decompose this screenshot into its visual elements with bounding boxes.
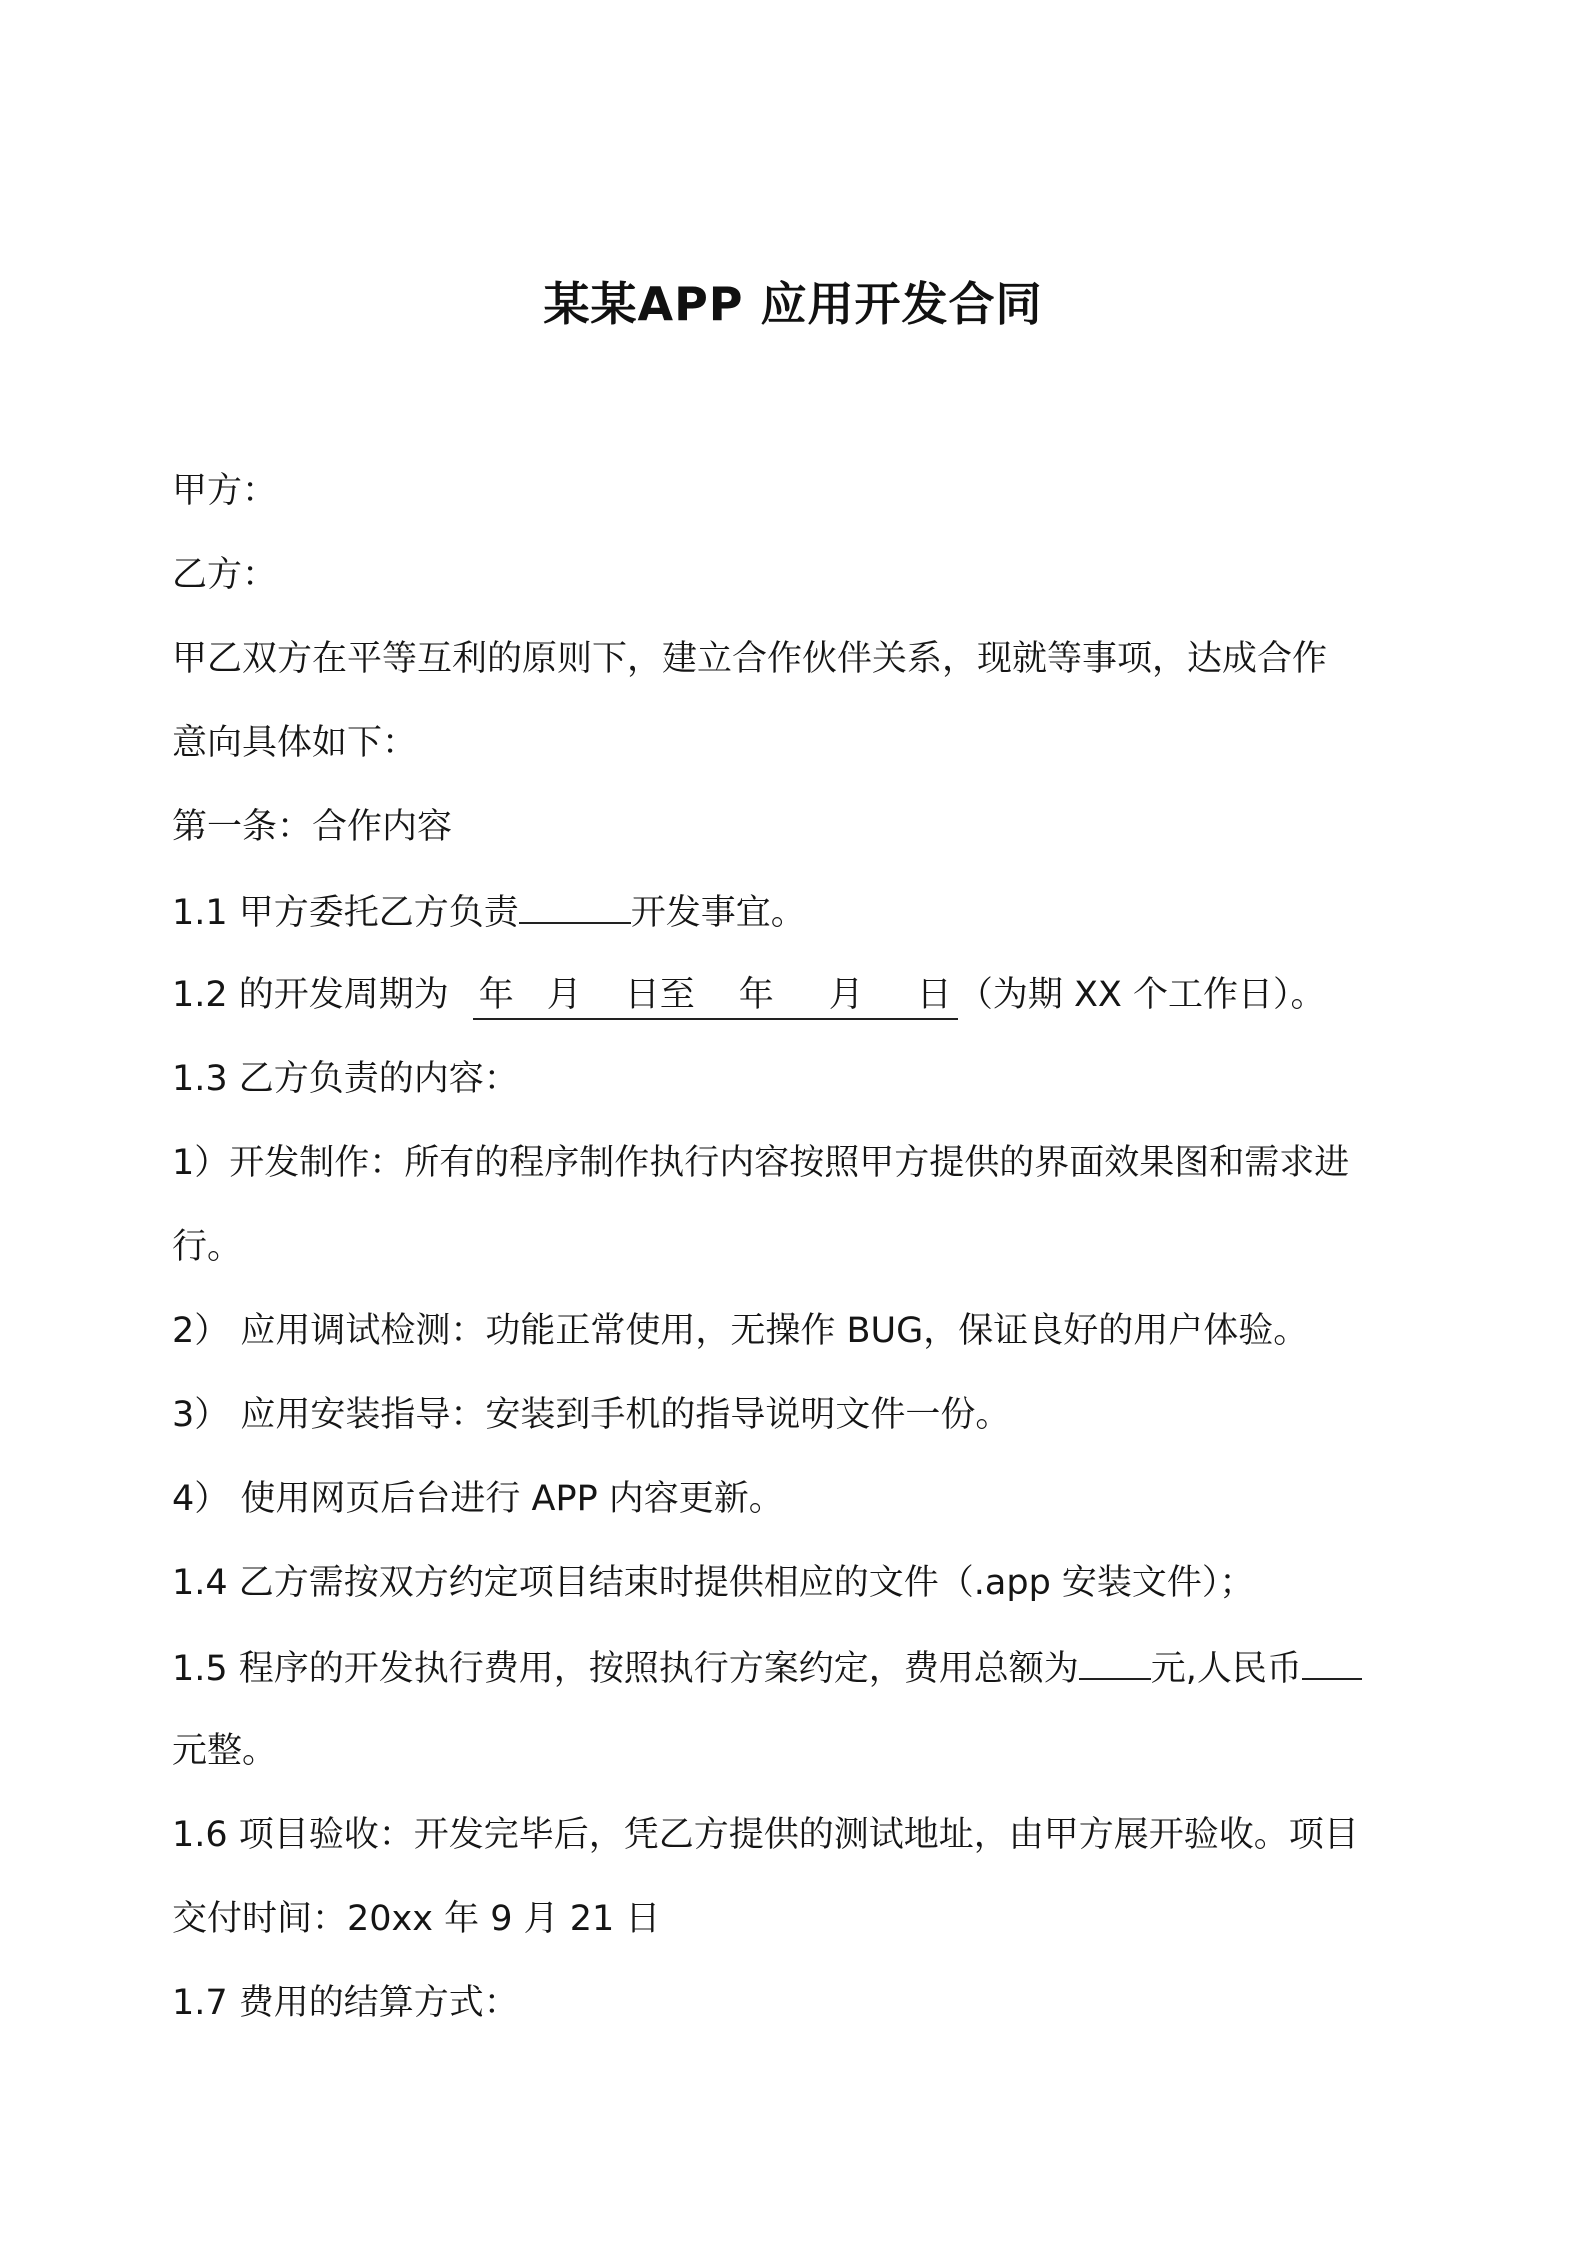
item-1-5-rmb-blank [1302, 1644, 1362, 1680]
item-1-1-suffix: 开发事宜。 [630, 893, 806, 933]
item-1-7: 1.7 费用的结算方式： [172, 1983, 519, 2023]
item-1-2-suffix: （为期 XX 个工作日）。 [957, 975, 1326, 1015]
item-1-2-prefix: 1.2 的开发周期为 [172, 975, 449, 1015]
date-day-1: 日至 [624, 975, 695, 1015]
date-year-2: 年 [738, 975, 774, 1015]
item-1-5-middle: 元,人民币 [1150, 1649, 1302, 1689]
article-1-heading: 第一条：合作内容 [172, 807, 453, 847]
sub-item-2: 2） 应用调试检测：功能正常使用，无操作 BUG，保证良好的用户体验。 [172, 1311, 1309, 1351]
sub-item-3: 3） 应用安装指导：安装到手机的指导说明文件一份。 [172, 1395, 1011, 1435]
date-month-2: 月 [828, 975, 864, 1015]
item-1-6-line-1: 1.6 项目验收：开发完毕后，凭乙方提供的测试地址，由甲方展开验收。项目 [172, 1815, 1359, 1855]
sub-item-1-line-2: 行。 [172, 1227, 243, 1267]
item-1-1 [172, 888, 806, 936]
party-a-label: 甲方： [172, 471, 278, 511]
item-1-6-line-2: 交付时间：20xx 年 9 月 21 日 [172, 1899, 661, 1939]
intro-line-2: 意向具体如下： [172, 723, 418, 763]
date-year-1: 年 [478, 975, 514, 1015]
intro-line-1: 甲乙双方在平等互利的原则下，建立合作伙伴关系，现就等事项，达成合作 [172, 639, 1328, 679]
item-1-5-prefix: 1.5 程序的开发执行费用，按照执行方案约定，费用总额为 [172, 1649, 1079, 1689]
item-1-1-blank [519, 888, 631, 924]
party-b-label: 乙方： [172, 555, 278, 595]
item-1-1-prefix: 1.1 甲方委托乙方负责 [172, 893, 519, 933]
sub-item-4: 4） 使用网页后台进行 APP 内容更新。 [172, 1479, 784, 1519]
item-1-5-line-2: 元整。 [172, 1731, 278, 1771]
item-1-2 [172, 972, 1326, 1020]
item-1-3: 1.3 乙方负责的内容： [172, 1059, 519, 1099]
item-1-4: 1.4 乙方需按双方约定项目结束时提供相应的文件（.app 安装文件）； [172, 1563, 1255, 1603]
document-title: 某某APP 应用开发合同 [543, 277, 1043, 331]
item-1-5-amount-blank [1079, 1644, 1151, 1680]
item-1-5-line-1 [172, 1644, 1362, 1692]
date-month-1: 月 [546, 975, 582, 1015]
item-1-2-date-range [473, 972, 958, 1020]
date-day-2: 日 [916, 975, 952, 1015]
sub-item-1-line-1: 1）开发制作：所有的程序制作执行内容按照甲方提供的界面效果图和需求进 [172, 1143, 1350, 1183]
